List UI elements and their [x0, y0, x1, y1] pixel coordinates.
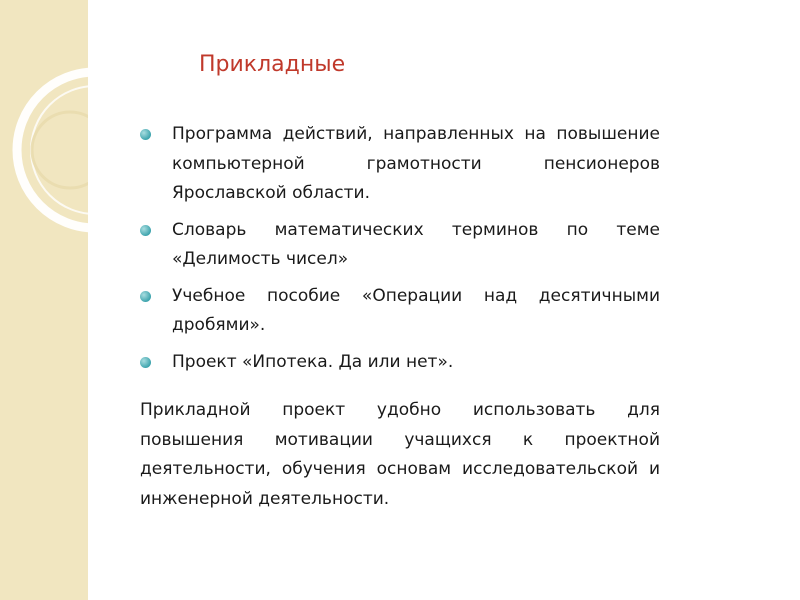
slide-title: Прикладные [199, 52, 346, 77]
list-item [140, 216, 660, 275]
decorative-circles-icon [0, 0, 88, 600]
list-item [140, 120, 660, 209]
list-item [140, 282, 660, 341]
bullet-icon [140, 129, 151, 140]
list-item [140, 348, 660, 378]
bullet-text: Проект «Ипотека. Да или нет». [172, 351, 454, 372]
bullet-list [140, 120, 660, 384]
bullet-text: Программа действий, направленных на повышение компьютерной грамотности пенсионеров Ярославской области. [172, 124, 660, 203]
bullet-icon [140, 357, 151, 368]
bullet-icon [140, 225, 151, 236]
decorative-side-band [0, 0, 88, 600]
bullet-icon [140, 291, 151, 302]
bullet-text: Словарь математических терминов по теме «Делимость чисел» [172, 219, 660, 269]
summary-paragraph: Прикладной проект удобно использовать для повышения мотивации учащихся к проектной деятельности, обучения основам исследовательской и инженерной деятельности. [140, 400, 660, 509]
bullet-text: Учебное пособие «Операции над десятичными дробями». [172, 285, 660, 335]
